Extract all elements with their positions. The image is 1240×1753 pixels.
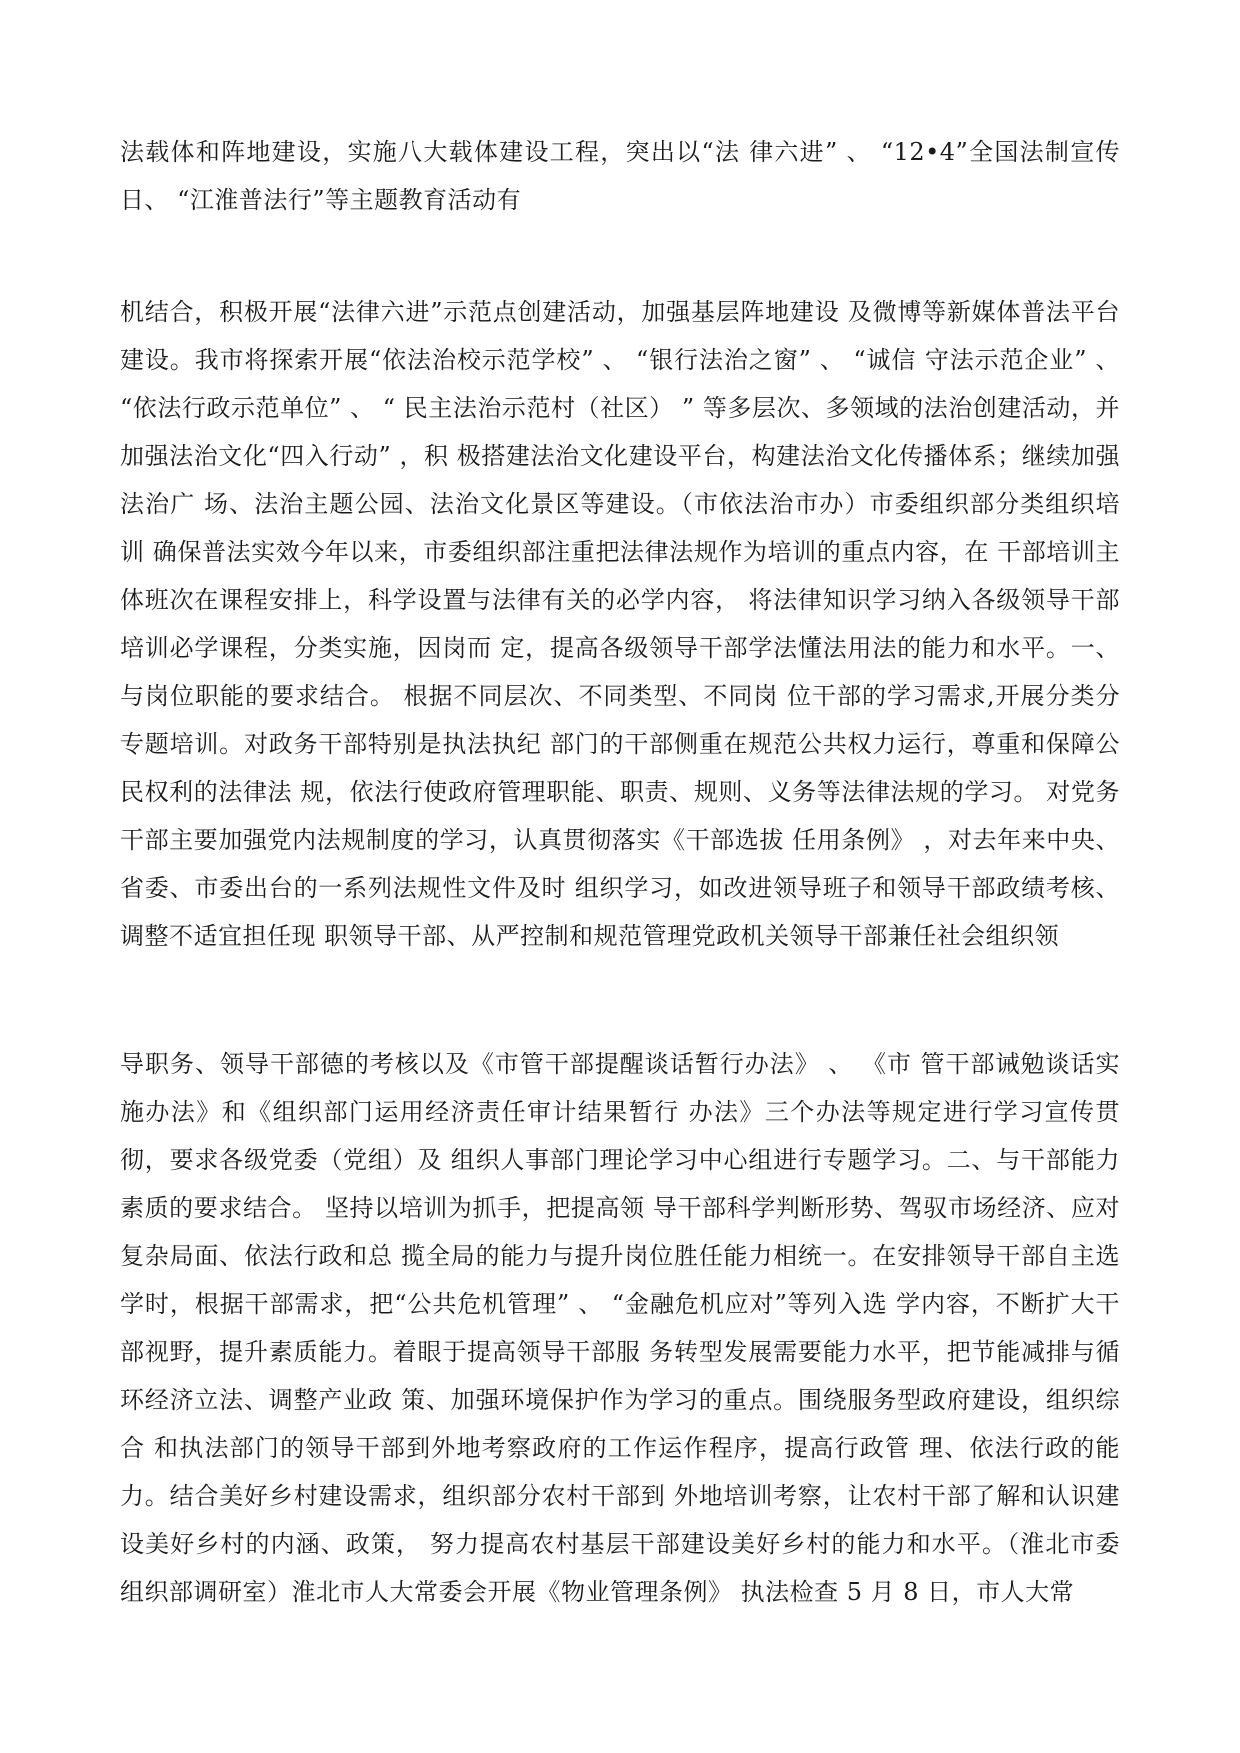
paragraph-2: 机结合，积极开展“法律六进”示范点创建活动，加强基层阵地建设 及微博等新媒体普法平台建设。我市将探索开展“依法治校示范学校” 、 “银行法治之窗” 、 “诚信 守法示范企业” 、 “依法行政示范单位” 、 “ 民主法治示范村（社区） ” 等多层次、多领域的法治创建活动，并加强法治文化“四入行动” ，积 极搭建法治文化建设平台，构建法治文化传播体系；继续加强法治广 场、法治主题公园、法治文化景区等建设。（市依法治市办）市委组织部分类组织培训 确保普法实效今年以来，市委组织部注重把法律法规作为培训的重点内容，在 干部培训主体班次在课程安排上，科学设置与法律有关的必学内容， 将法律知识学习纳入各级领导干部培训必学课程，分类实施，因岗而 定，提高各级领导干部学法懂法用法的能力和水平。一、与岗位职能的要求结合。 根据不同层次、不同类型、不同岗 位干部的学习需求,开展分类分专题培训。对政务干部特别是执法执纪 部门的干部侧重在规范公共权力运行，尊重和保障公民权利的法律法 规，依法行使政府管理职能、职责、规则、义务等法律法规的学习。 对党务干部主要加强党内法规制度的学习，认真贯彻落实《干部选拔 任用条例》 ，对去年来中央、省委、市委出台的一系列法规性文件及时 组织学习，如改进领导班子和领导干部政绩考核、调整不适宜担任现 职领导干部、从严控制和规范管理党政机关领导干部兼任社会组织领 <box>120 298 1120 950</box>
paragraph-3: 导职务、领导干部德的考核以及《市管干部提醒谈话暂行办法》 、 《市 管干部诫勉谈话实施办法》和《组织部门运用经济责任审计结果暂行 办法》三个办法等规定进行学习宣传贯彻，要求各级党委（党组）及 组织人事部门理论学习中心组进行专题学习。二、与干部能力素质的要求结合。 坚持以培训为抓手，把提高领 导干部科学判断形势、驾驭市场经济、应对复杂局面、依法行政和总 揽全局的能力与提升岗位胜任能力相统一。在安排领导干部自主选学时，根据干部需求，把“公共危机管理” 、 “金融危机应对”等列入选 学内容，不断扩大干部视野，提升素质能力。着眼于提高领导干部服 务转型发展需要能力水平，把节能减排与循环经济立法、调整产业政 策、加强环境保护作为学习的重点。围绕服务型政府建设，组织综合 和执法部门的领导干部到外地考察政府的工作运作程序，提高行政管 理、依法行政的能力。结合美好乡村建设需求，组织部分农村干部到 外地培训考察，让农村干部了解和认识建设美好乡村的内涵、政策， 努力提高农村基层干部建设美好乡村的能力和水平。（淮北市委组织部调研室）淮北市人大常委会开展《物业管理条例》 执法检查 5 月 8 日，市人大常 <box>120 1050 1120 1606</box>
paragraph-1: 法载体和阵地建设，实施八大载体建设工程，突出以“法 律六进” 、 “12•4”全国法制宣传日、 “江淮普法行”等主题教育活动有 <box>120 138 1120 214</box>
paragraph-gap <box>120 960 1120 1040</box>
document-body <box>120 128 1120 1616</box>
paragraph-gap <box>120 224 1120 288</box>
